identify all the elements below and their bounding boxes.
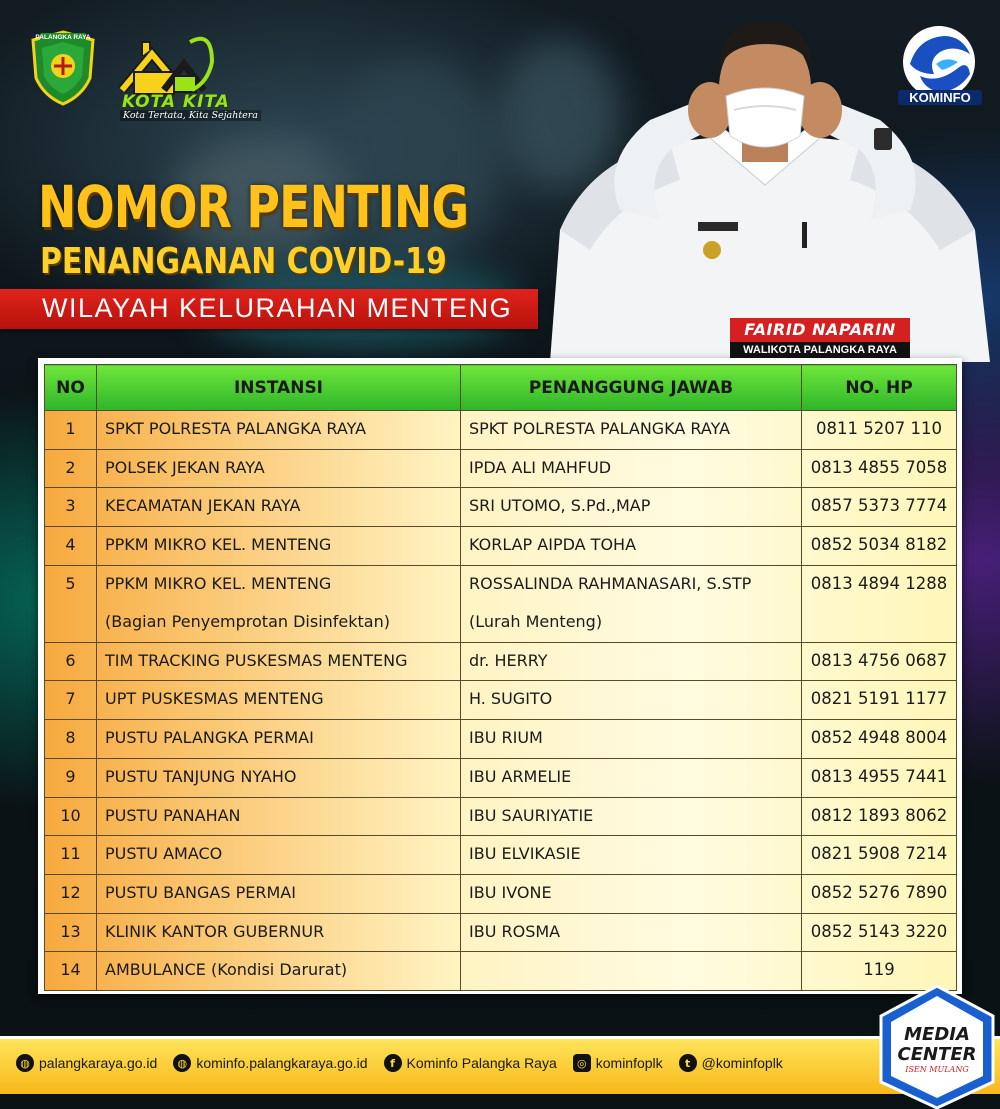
penanggung-jawab-cell: IBU SAURIYATIE bbox=[461, 797, 802, 836]
table-row bbox=[45, 681, 957, 720]
penanggung-jawab-cell: IPDA ALI MAHFUD bbox=[461, 449, 802, 488]
penanggung-jawab-cell: SRI UTOMO, S.Pd.,MAP bbox=[461, 488, 802, 527]
instansi-cell: TIM TRACKING PUSKESMAS MENTENG bbox=[97, 642, 461, 681]
twitter-icon: t bbox=[679, 1054, 697, 1072]
phone-number-cell: 0812 1893 8062 bbox=[802, 797, 957, 836]
instagram-icon: ◎ bbox=[573, 1054, 591, 1072]
penanggung-jawab-cell: SPKT POLRESTA PALANGKA RAYA bbox=[461, 411, 802, 450]
table-row bbox=[45, 836, 957, 875]
media-center-line-2: CENTER bbox=[897, 1044, 977, 1065]
instansi-cell: PPKM MIKRO KEL. MENTENG bbox=[97, 527, 461, 566]
instansi-cell: UPT PUSKESMAS MENTENG bbox=[97, 681, 461, 720]
footer-kominfo-site-text: kominfo.palangkaraya.go.id bbox=[196, 1055, 368, 1071]
palangka-raya-label: PALANGKA RAYA bbox=[35, 34, 91, 41]
table-row bbox=[45, 527, 957, 566]
footer-links bbox=[16, 1054, 783, 1072]
instansi-cell: KLINIK KANTOR GUBERNUR bbox=[97, 913, 461, 952]
instansi-cell bbox=[97, 565, 461, 642]
phone-number-cell: 0857 5373 7774 bbox=[802, 488, 957, 527]
footer-instagram-link[interactable] bbox=[573, 1054, 663, 1072]
phone-number-cell: 0813 4955 7441 bbox=[802, 758, 957, 797]
kota-kita-title: KOTA KITA bbox=[122, 92, 230, 112]
footer-website-text: palangkaraya.go.id bbox=[39, 1055, 158, 1071]
penanggung-jawab-cell: IBU RIUM bbox=[461, 720, 802, 759]
table-row bbox=[45, 488, 957, 527]
penanggung-jawab-cell: IBU ARMELIE bbox=[461, 758, 802, 797]
region-label: WILAYAH KELURAHAN MENTENG bbox=[42, 293, 513, 323]
footer-facebook-text: Kominfo Palangka Raya bbox=[406, 1055, 557, 1071]
media-center-line-3: ISEN MULANG bbox=[905, 1065, 969, 1074]
phone-number-cell: 119 bbox=[802, 952, 957, 991]
instansi-cell: PUSTU PALANGKA PERMAI bbox=[97, 720, 461, 759]
row-number: 9 bbox=[45, 758, 97, 797]
penanggung-jawab-cell bbox=[461, 565, 802, 642]
table-row bbox=[45, 449, 957, 488]
row-number: 10 bbox=[45, 797, 97, 836]
penanggung-jawab-cell bbox=[461, 952, 802, 991]
table-row bbox=[45, 797, 957, 836]
row-number: 1 bbox=[45, 411, 97, 450]
penanggung-jawab-cell: IBU IVONE bbox=[461, 874, 802, 913]
phone-number-cell: 0852 4948 8004 bbox=[802, 720, 957, 759]
table-row bbox=[45, 565, 957, 642]
row-number: 7 bbox=[45, 681, 97, 720]
instansi-line-2: (Bagian Penyemprotan Disinfektan) bbox=[105, 611, 390, 631]
phone-number-cell: 0852 5143 3220 bbox=[802, 913, 957, 952]
row-number: 11 bbox=[45, 836, 97, 875]
kota-kita-tagline: Kota Tertata, Kita Sejahtera bbox=[120, 110, 261, 121]
contact-table bbox=[44, 364, 957, 991]
instansi-cell: PUSTU AMACO bbox=[97, 836, 461, 875]
penanggung-jawab-cell: IBU ROSMA bbox=[461, 913, 802, 952]
column-header-instansi: INSTANSI bbox=[97, 365, 461, 411]
instansi-line-1: PPKM MIKRO KEL. MENTENG bbox=[105, 573, 332, 593]
media-center-line-1: MEDIA bbox=[904, 1024, 970, 1045]
phone-number-cell: 0821 5908 7214 bbox=[802, 836, 957, 875]
instansi-cell: AMBULANCE (Kondisi Darurat) bbox=[97, 952, 461, 991]
table-row bbox=[45, 758, 957, 797]
penanggung-jawab-cell: H. SUGITO bbox=[461, 681, 802, 720]
table-row bbox=[45, 411, 957, 450]
table-row bbox=[45, 642, 957, 681]
phone-number-cell: 0811 5207 110 bbox=[802, 411, 957, 450]
footer-twitter-text: @kominfoplk bbox=[701, 1055, 783, 1071]
table-row bbox=[45, 913, 957, 952]
footer-twitter-link[interactable] bbox=[679, 1054, 783, 1072]
penanggung-jawab-cell: KORLAP AIPDA TOHA bbox=[461, 527, 802, 566]
penanggung-jawab-cell: IBU ELVIKASIE bbox=[461, 836, 802, 875]
instansi-cell: KECAMATAN JEKAN RAYA bbox=[97, 488, 461, 527]
column-header-no-hp: NO. HP bbox=[802, 365, 957, 411]
palangka-raya-emblem-icon bbox=[30, 30, 96, 106]
table-row bbox=[45, 952, 957, 991]
facebook-icon: f bbox=[384, 1054, 402, 1072]
phone-number-cell: 0813 4894 1288 bbox=[802, 565, 957, 642]
footer-website-link[interactable] bbox=[16, 1054, 157, 1072]
phone-number-cell: 0813 4756 0687 bbox=[802, 642, 957, 681]
walikota-photo-icon bbox=[530, 10, 1000, 362]
phone-number-cell: 0821 5191 1177 bbox=[802, 681, 957, 720]
page-subtitle: PENANGANAN COVID-19 bbox=[40, 241, 447, 282]
row-number: 14 bbox=[45, 952, 97, 991]
instansi-cell: PUSTU PANAHAN bbox=[97, 797, 461, 836]
row-number: 8 bbox=[45, 720, 97, 759]
footer-instagram-text: kominfoplk bbox=[595, 1055, 663, 1071]
row-number: 6 bbox=[45, 642, 97, 681]
person-name: FAIRID NAPARIN bbox=[730, 318, 910, 342]
row-number: 12 bbox=[45, 874, 97, 913]
row-number: 3 bbox=[45, 488, 97, 527]
table-header-row bbox=[45, 365, 957, 411]
row-number: 5 bbox=[45, 565, 97, 642]
row-number: 4 bbox=[45, 527, 97, 566]
instansi-cell: PUSTU BANGAS PERMAI bbox=[97, 874, 461, 913]
row-number: 2 bbox=[45, 449, 97, 488]
table-row bbox=[45, 720, 957, 759]
phone-number-cell: 0813 4855 7058 bbox=[802, 449, 957, 488]
footer-facebook-link[interactable] bbox=[384, 1054, 557, 1072]
kominfo-label: KOMINFO bbox=[898, 90, 982, 105]
person-role: WALIKOTA PALANGKA RAYA bbox=[730, 342, 910, 358]
footer-kominfo-site-link[interactable] bbox=[173, 1054, 367, 1072]
penanggung-jawab-line-1: ROSSALINDA RAHMANASARI, S.STP bbox=[469, 573, 752, 593]
globe-icon: ◍ bbox=[16, 1054, 34, 1072]
column-header-no: NO bbox=[45, 365, 97, 411]
contact-table-frame bbox=[38, 358, 962, 994]
instansi-cell: POLSEK JEKAN RAYA bbox=[97, 449, 461, 488]
row-number: 13 bbox=[45, 913, 97, 952]
penanggung-jawab-cell: dr. HERRY bbox=[461, 642, 802, 681]
media-center-logo-icon bbox=[875, 982, 1000, 1109]
phone-number-cell: 0852 5034 8182 bbox=[802, 527, 957, 566]
table-row bbox=[45, 874, 957, 913]
instansi-cell: PUSTU TANJUNG NYAHO bbox=[97, 758, 461, 797]
page-title: NOMOR PENTING bbox=[38, 173, 469, 241]
instansi-cell: SPKT POLRESTA PALANGKA RAYA bbox=[97, 411, 461, 450]
column-header-penanggung-jawab: PENANGGUNG JAWAB bbox=[461, 365, 802, 411]
globe-icon: ◍ bbox=[173, 1054, 191, 1072]
phone-number-cell: 0852 5276 7890 bbox=[802, 874, 957, 913]
penanggung-jawab-line-2: (Lurah Menteng) bbox=[469, 611, 603, 631]
